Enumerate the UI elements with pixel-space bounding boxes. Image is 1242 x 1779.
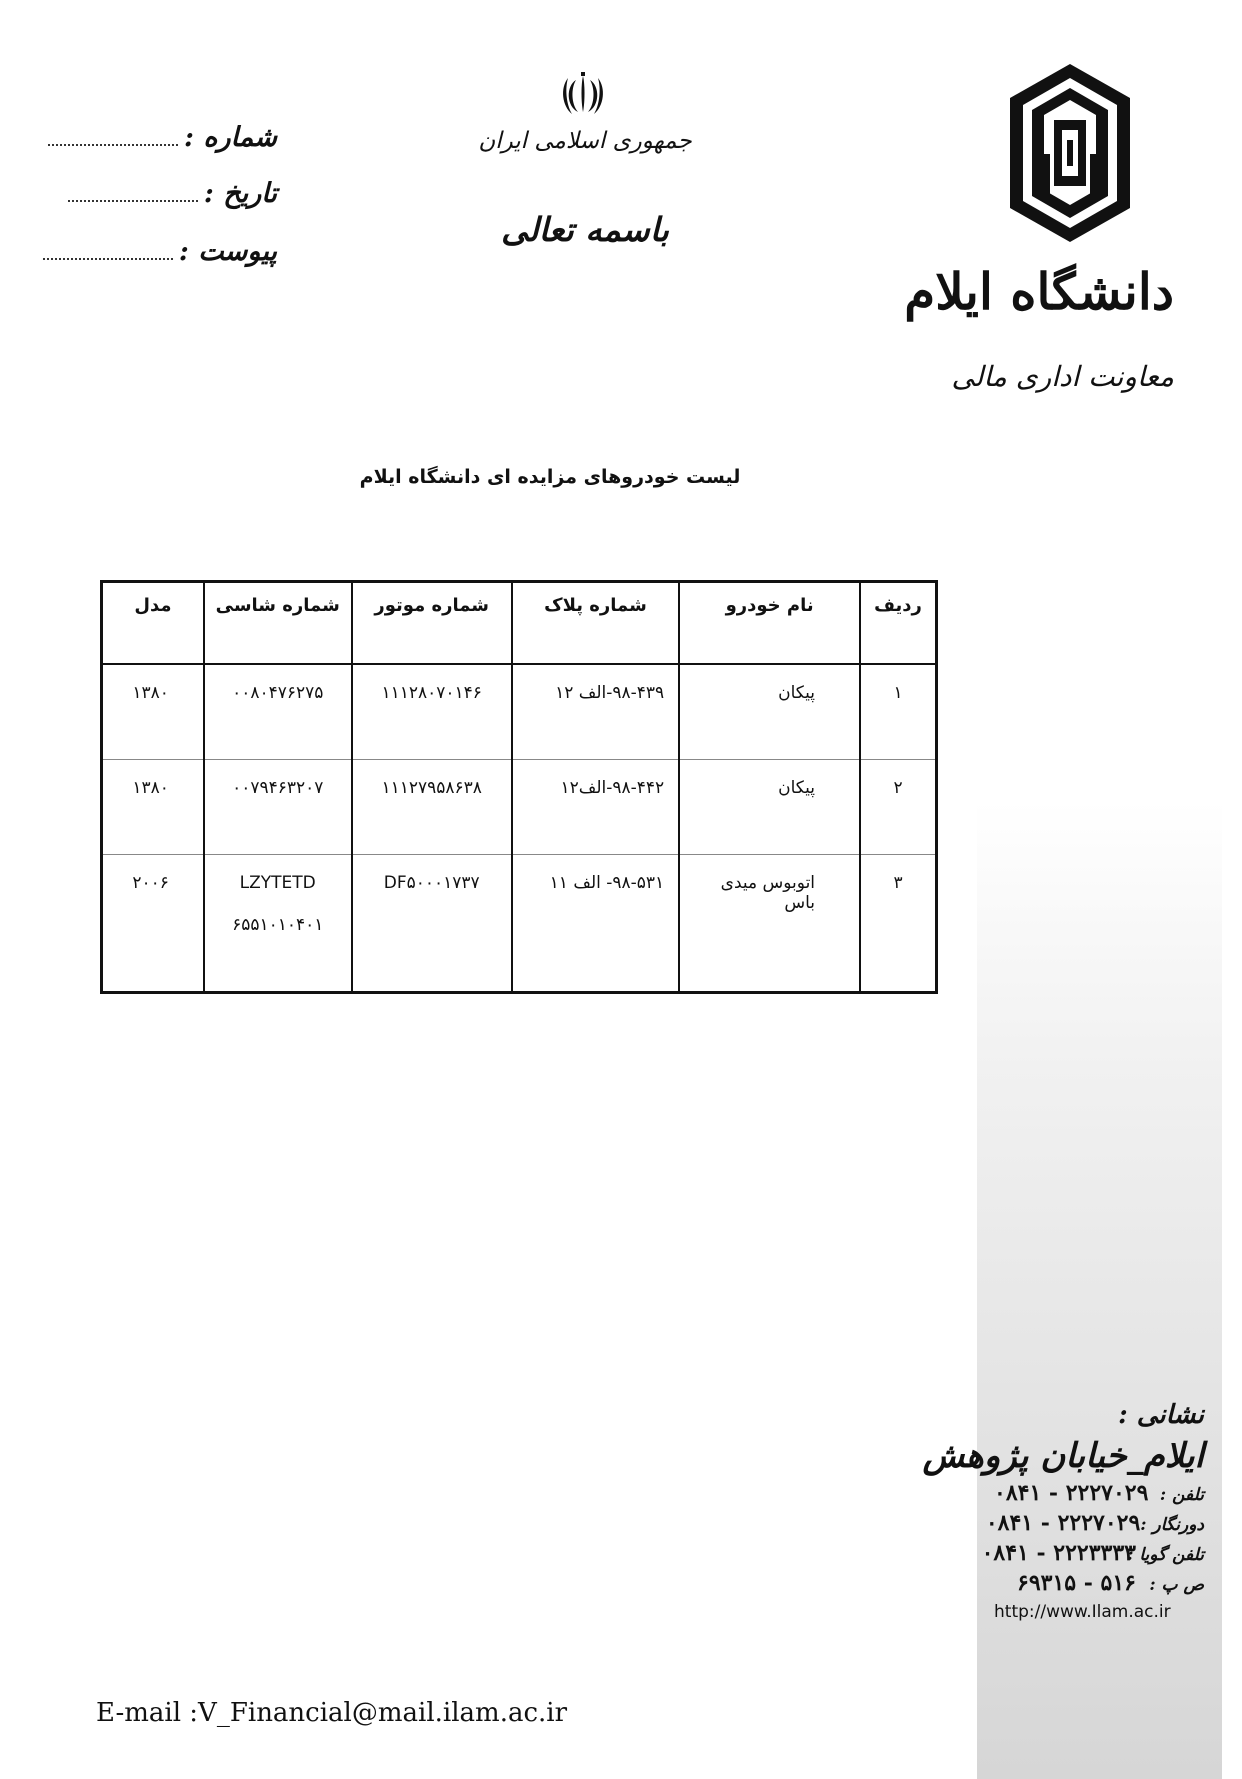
address-street: ایلام_خیابان پژوهش [922,1436,1204,1476]
cell-model: ۱۳۸۰ [102,760,204,855]
header-plate-number: شماره پلاک [512,582,679,665]
cell-plate-number: ۹۸-۴۳۹-الف ۱۲ [512,664,679,760]
cell-model: ۲۰۰۶ [102,855,204,993]
fax-value: ۰۸۴۱ - ۲۲۲۷۰۲۹ [985,1510,1141,1536]
cell-plate-number: ۹۸-۵۳۱- الف ۱۱ [512,855,679,993]
table-row [102,664,937,760]
cell-chassis-number: ۰۰۸۰۴۷۶۲۷۵ [204,664,352,760]
voice-phone-line [981,1540,1204,1566]
po-box-label: ص پ : [1149,1575,1204,1595]
chassis-line-1: LZYTETD [239,873,316,893]
website-link[interactable]: http://www.Ilam.ac.ir [994,1602,1171,1622]
attachment-field [43,236,277,267]
address-block [922,1400,1204,1622]
date-field-blank [68,184,198,202]
header-model: مدل [102,582,204,665]
cell-vehicle-name: اتوبوس میدی باس [679,855,860,993]
attachment-field-label: پیوست : [178,236,277,267]
header-vehicle-name: نام خودرو [679,582,860,665]
po-box-value: ۶۹۳۱۵ - ۵۱۶ [1017,1570,1136,1596]
chassis-line-2: ۶۵۵۱۰۱۰۴۰۱ [232,915,324,935]
university-logo-icon [1010,64,1130,242]
cell-plate-number: ۹۸-۴۴۲-الف۱۲ [512,760,679,855]
phone-line [994,1480,1204,1506]
cell-row-number: ۱ [860,664,936,760]
date-field [68,178,277,209]
cell-engine-number: DF۵۰۰۰۱۷۳۷ [352,855,512,993]
email-address[interactable]: E-mail :V_Financial@mail.ilam.ac.ir [96,1698,568,1728]
vehicle-table [100,580,938,994]
phone-label: تلفن : [1159,1485,1204,1505]
number-field-label: شماره : [183,122,277,153]
number-field-blank [48,128,178,146]
department-name: معاونت اداری مالی [951,360,1174,393]
attachment-field-blank [43,242,173,260]
cell-row-number: ۲ [860,760,936,855]
cell-vehicle-name: پیکان [679,760,860,855]
republic-heading: جمهوری اسلامی ایران [478,128,692,154]
cell-vehicle-name: پیکان [679,664,860,760]
header-chassis-number: شماره شاسی [204,582,352,665]
table-row [102,855,937,993]
date-field-label: تاریخ : [203,178,277,209]
phone-value: ۰۸۴۱ - ۲۲۲۷۰۲۹ [994,1480,1149,1506]
bismillah-heading: باسمه تعالی [501,210,669,249]
cell-model: ۱۳۸۰ [102,664,204,760]
header-engine-number: شماره موتور [352,582,512,665]
cell-engine-number: ۱۱۱۲۸۰۷۰۱۴۶ [352,664,512,760]
cell-chassis-number: ۰۰۷۹۴۶۳۲۰۷ [204,760,352,855]
table-row [102,760,937,855]
cell-engine-number: ۱۱۱۲۷۹۵۸۶۳۸ [352,760,512,855]
cell-chassis-number [204,855,352,993]
table-header-row [102,582,937,665]
iran-emblem-icon [558,72,608,118]
address-label: نشانی : [1118,1400,1204,1430]
document-title: لیست خودروهای مزایده ای دانشگاه ایلام [359,466,741,488]
fax-label: دورنگار : [1140,1515,1204,1535]
fax-line [985,1510,1204,1536]
university-name: دانشگاه ایلام [904,262,1174,321]
header-row-number: ردیف [860,582,936,665]
number-field [48,122,277,153]
voice-phone-value: ۰۸۴۱ - ۲۲۲۳۳۳۳ [981,1540,1136,1566]
voice-phone-label: تلفن گویا : [1127,1545,1204,1565]
po-box-line [994,1570,1204,1596]
cell-row-number: ۳ [860,855,936,993]
